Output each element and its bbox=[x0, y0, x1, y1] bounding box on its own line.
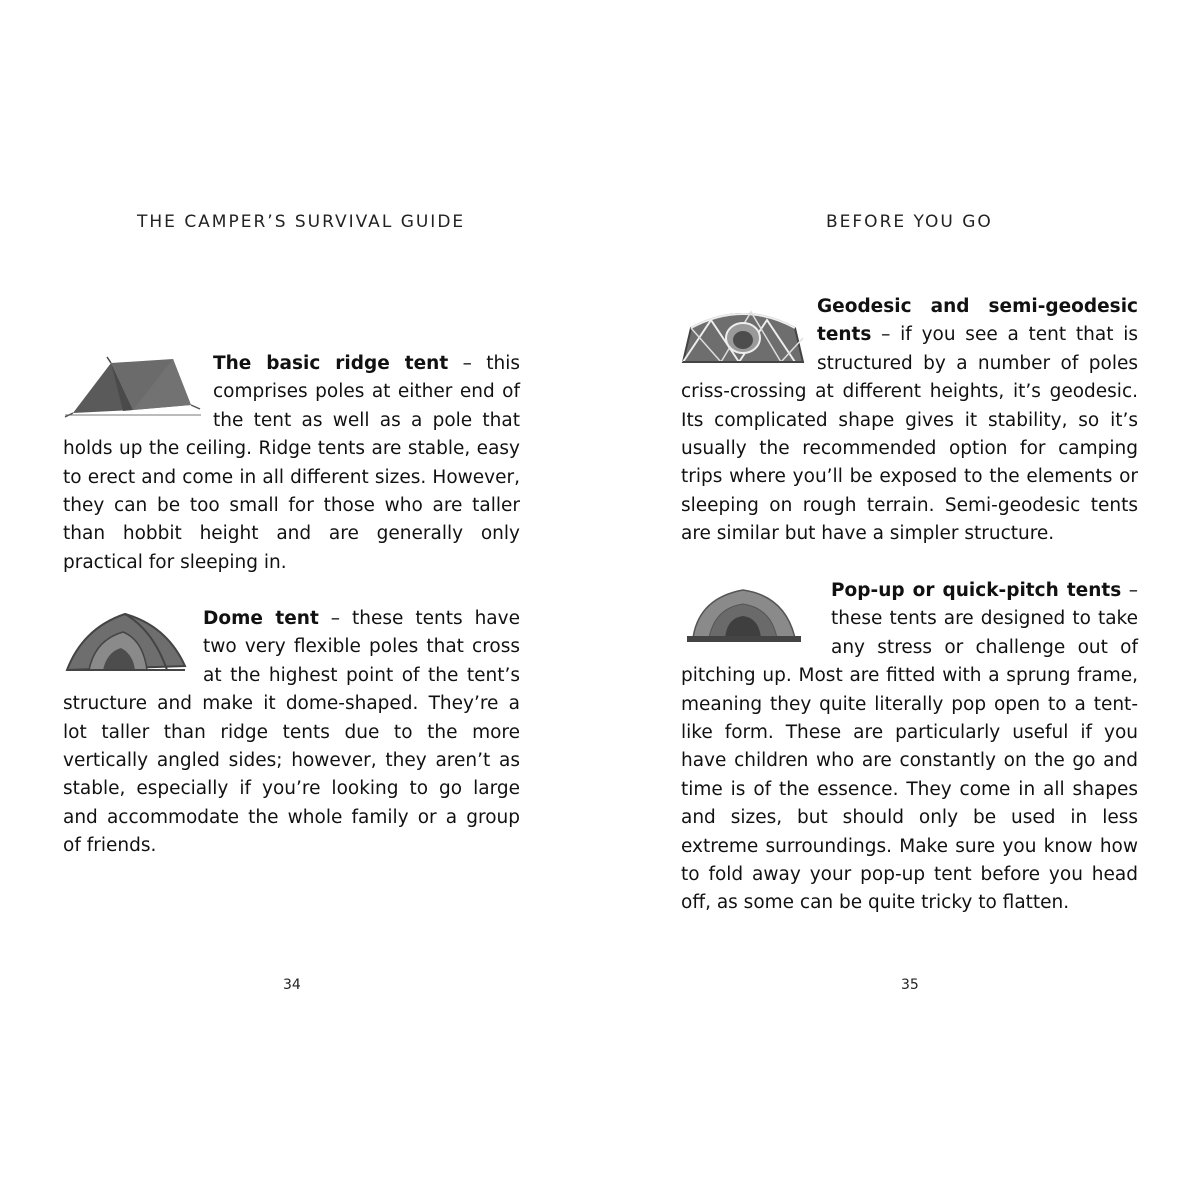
running-head-left: THE CAMPER’S SURVIVAL GUIDE bbox=[137, 212, 466, 232]
page-number-left: 34 bbox=[283, 977, 301, 993]
popup-tent-icon bbox=[681, 582, 831, 653]
dome-tent-icon bbox=[63, 610, 203, 681]
entry-ridge-tent bbox=[63, 350, 520, 577]
right-page bbox=[600, 0, 1200, 1200]
entry-title: Geodesic and semi-geodesic tents bbox=[817, 296, 1138, 346]
running-head-right: BEFORE YOU GO bbox=[826, 212, 993, 232]
entry-geodesic-tent bbox=[681, 293, 1138, 549]
entry-dome-tent bbox=[63, 605, 520, 861]
page-number-right: 35 bbox=[901, 977, 919, 993]
entry-title: Pop-up or quick-pitch tents bbox=[831, 580, 1122, 601]
entry-title: Dome tent bbox=[203, 608, 319, 629]
entry-body: – these tents are designed to take any stress or challenge out of pitching up. Most are fitted with a sprung frame, meaning they quite literally pop open to a tent-like form. These are particularly useful if you have children who are constantly on the go and time is of the essence. They come in all shapes and sizes, but should only be used in less extreme surroundings. Make sure you know how to fold away your pop-up tent before you head off, as some can be quite tricky to flatten. bbox=[681, 580, 1138, 914]
entry-title: The basic ridge tent bbox=[213, 353, 449, 374]
entry-popup-tent bbox=[681, 577, 1138, 918]
ridge-tent-icon bbox=[63, 355, 213, 426]
entry-body: – if you see a tent that is structured by a number of poles criss-crossing at different heights, it’s geodesic. Its complicated shape gives it stability, so it’s usually the recommended option for camping trips where you’ll be exposed to the elements or sleeping on rough terrain. Semi-geodesic tents are similar but have a simpler structure. bbox=[681, 324, 1138, 545]
entry-body: – these tents have two very flexible poles that cross at the highest point of the tent’s structure and make it dome-shaped. They’re a lot taller than ridge tents due to the more vertically angled sides; however, they aren’t as stable, especially if you’re looking to go large and accommodate the whole family or a group of friends. bbox=[63, 608, 520, 857]
geodesic-tent-icon bbox=[681, 298, 817, 369]
entry-body: – this comprises poles at either end of the tent as well as a pole that holds up the ceiling. Ridge tents are stable, easy to erect and come in all different sizes. However, they can be too small for those who are taller than hobbit height and are generally only practical for sleeping in. bbox=[63, 353, 520, 573]
